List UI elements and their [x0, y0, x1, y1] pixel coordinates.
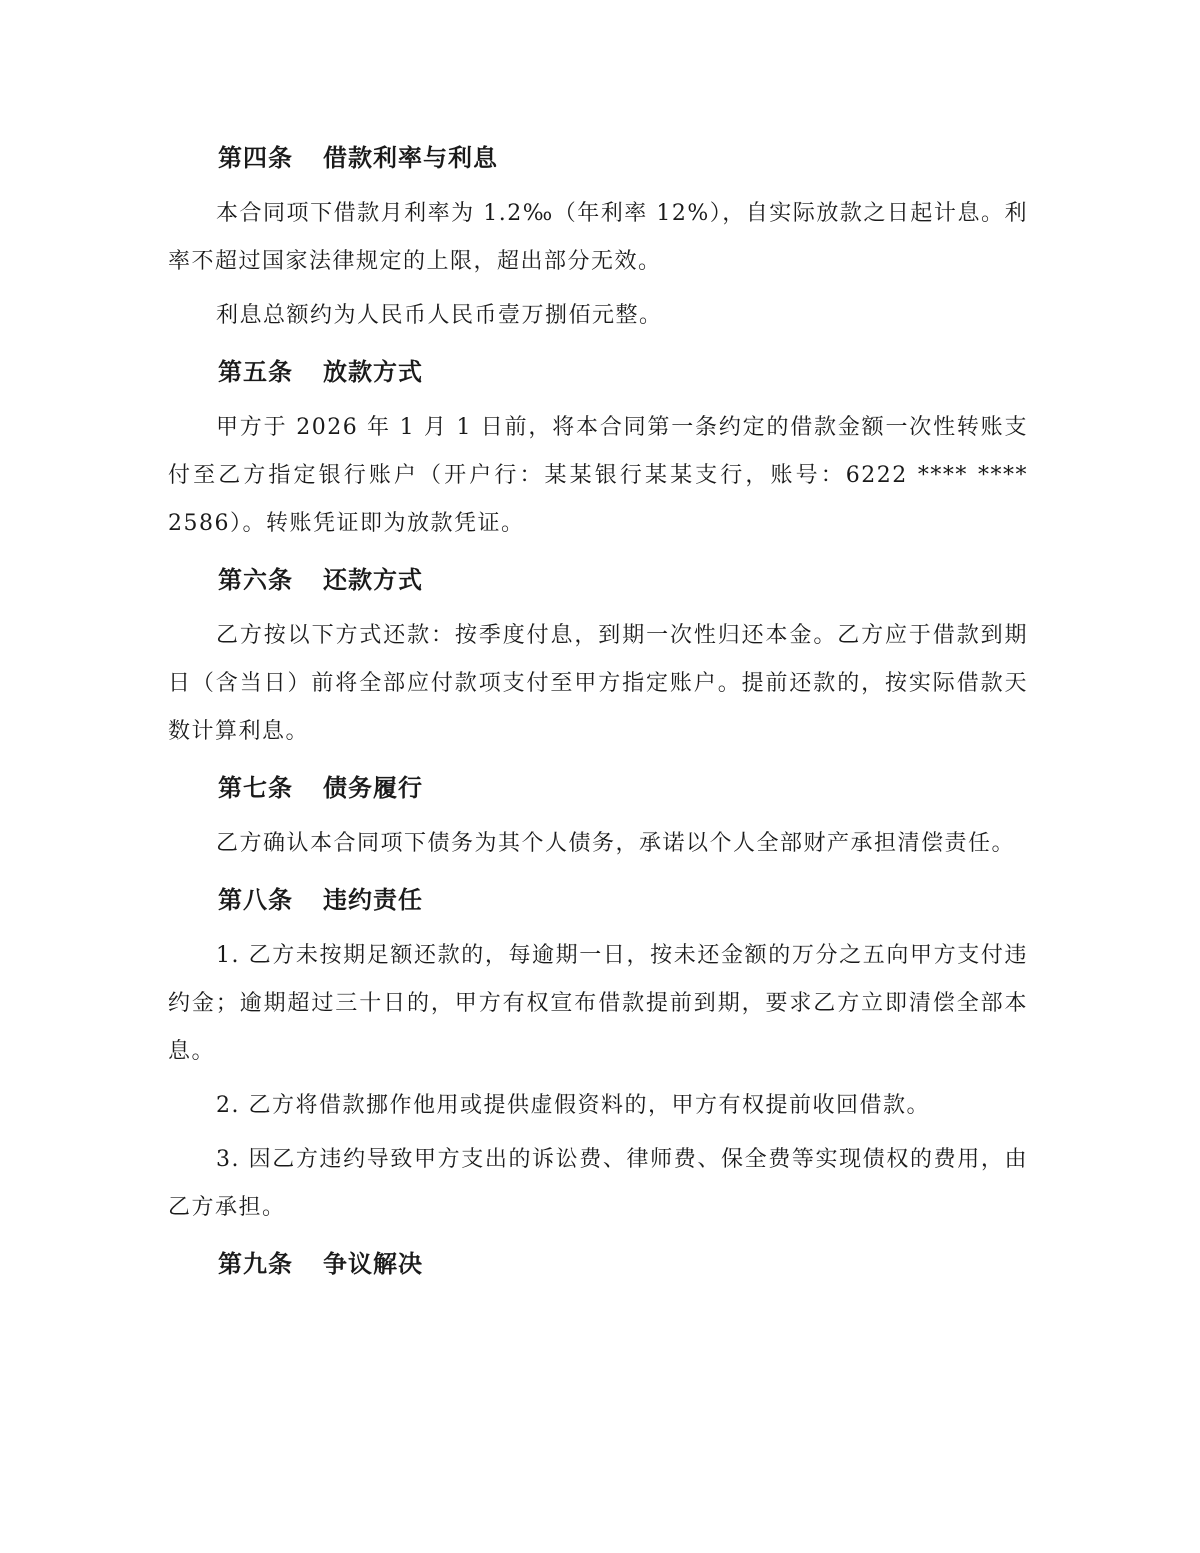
section-heading — [168, 554, 1028, 606]
section-5 — [168, 346, 1028, 548]
paragraph: 乙方按以下方式还款：按季度付息，到期一次性归还本金。乙方应于借款到期日（含当日）前将全部应付款项支付至甲方指定账户。提前还款的，按实际借款天数计算利息。 — [168, 623, 1028, 744]
section-7 — [168, 762, 1028, 868]
paragraph: 甲方于 2026 年 1 月 1 日前，将本合同第一条约定的借款金额一次性转账支付至乙方指定银行账户（开户行：某某银行某某支行，账号：6222 **** **** 2586）。转账凭证即为放款凭证。 — [168, 415, 1028, 536]
section-4 — [168, 132, 1028, 340]
paragraph: 乙方确认本合同项下债务为其个人债务，承诺以个人全部财产承担清偿责任。 — [216, 831, 1016, 856]
section-heading — [168, 346, 1028, 398]
section-6 — [168, 554, 1028, 756]
paragraph: 1. 乙方未按期足额还款的，每逾期一日，按未还金额的万分之五向甲方支付违约金；逾期超过三十日的，甲方有权宣布借款提前到期，要求乙方立即清偿全部本息。 — [168, 943, 1028, 1064]
section-title: 放款方式 — [323, 357, 423, 386]
section-number: 第六条 — [218, 565, 293, 594]
section-title: 借款利率与利息 — [323, 143, 498, 172]
section-heading — [168, 1238, 1028, 1290]
section-title: 还款方式 — [323, 565, 423, 594]
section-number: 第五条 — [218, 357, 293, 386]
paragraph: 3. 因乙方违约导致甲方支出的诉讼费、律师费、保全费等实现债权的费用，由乙方承担。 — [168, 1147, 1028, 1220]
contract-page — [168, 132, 1028, 1296]
section-title: 债务履行 — [323, 773, 423, 802]
paragraph: 2. 乙方将借款挪作他用或提供虚假资料的，甲方有权提前收回借款。 — [216, 1093, 930, 1118]
section-title: 违约责任 — [323, 885, 423, 914]
section-heading — [168, 762, 1028, 814]
section-8 — [168, 874, 1028, 1232]
section-number: 第八条 — [218, 885, 293, 914]
section-heading — [168, 874, 1028, 926]
paragraph: 利息总额约为人民币人民币壹万捌佰元整。 — [216, 303, 663, 328]
paragraph: 本合同项下借款月利率为 1.2‰（年利率 12%），自实际放款之日起计息。利率不超过国家法律规定的上限，超出部分无效。 — [168, 201, 1028, 274]
section-number: 第七条 — [218, 773, 293, 802]
section-number: 第九条 — [218, 1249, 293, 1278]
section-number: 第四条 — [218, 143, 293, 172]
section-heading — [168, 132, 1028, 184]
section-title: 争议解决 — [323, 1249, 423, 1278]
section-9 — [168, 1238, 1028, 1290]
